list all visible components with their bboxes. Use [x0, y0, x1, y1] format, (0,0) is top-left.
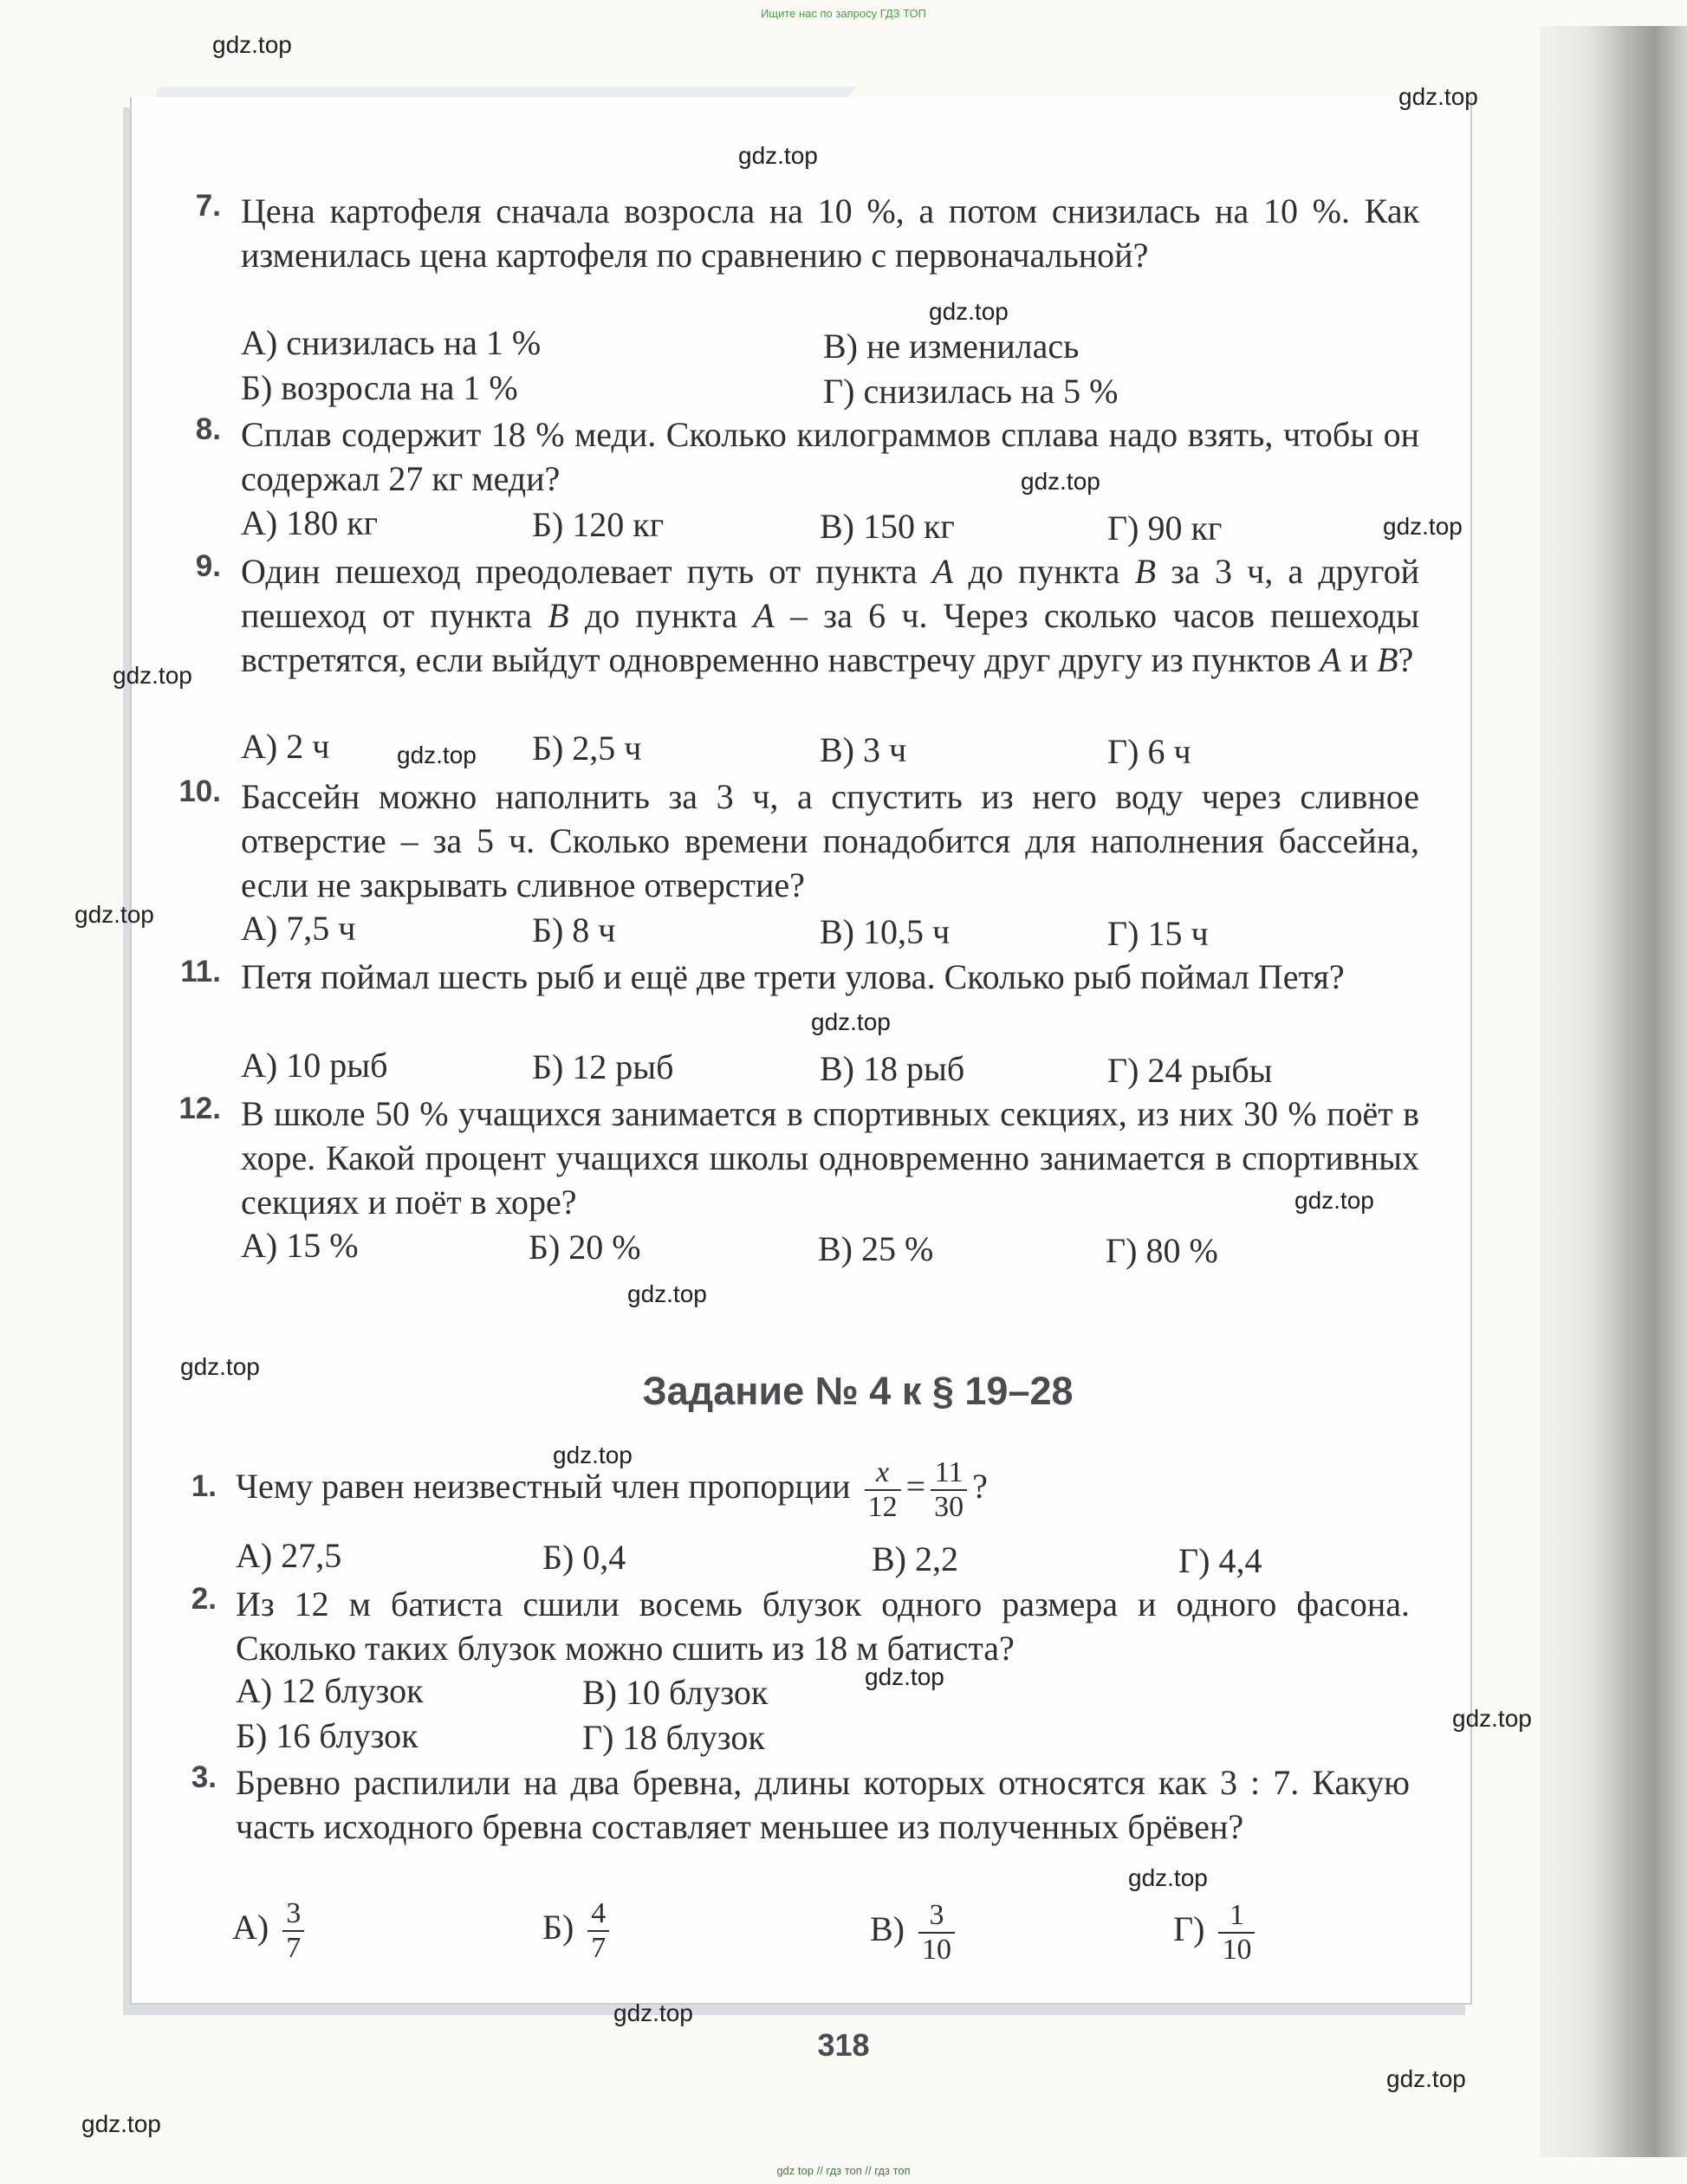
option: Б) 12 рыб — [532, 1047, 674, 1086]
top-banner: Ищите нас по запросу ГДЗ ТОП — [761, 7, 926, 20]
text-fragment: до пункта — [568, 596, 754, 635]
point-label: A — [753, 596, 775, 635]
text-fragment: и — [1340, 640, 1378, 679]
option — [870, 1899, 960, 1967]
option: Г) снизилась на 5 % — [823, 372, 1119, 411]
text-fragment: Один пешеход преодолевает путь от пункта — [241, 552, 932, 591]
problem-number: 3. — [191, 1760, 217, 1794]
watermark: gdz.top — [1386, 2065, 1466, 2092]
option: А) снизилась на 1 % — [241, 323, 542, 362]
bottom-banner: gdz top // гдз топ // гдз топ — [776, 2164, 911, 2177]
fraction-denominator: 7 — [591, 1932, 607, 1964]
problem-text: Сплав содержит 18 % меди. Сколько килограммов сплава надо взять, чтобы он содержал 27 кг меди? — [241, 415, 1419, 498]
option: Г) 18 блузок — [582, 1718, 765, 1757]
book-spine-shadow — [1540, 26, 1687, 2157]
fraction-numerator: 11 — [931, 1456, 967, 1491]
proportion-right-fraction — [931, 1456, 967, 1524]
text-fragment: ? — [1398, 640, 1414, 679]
fraction-denominator: 10 — [1222, 1934, 1252, 1966]
option — [1173, 1899, 1260, 1967]
option: Г) 4,4 — [1178, 1541, 1262, 1580]
watermark: gdz.top — [180, 1353, 260, 1380]
question-mark: ? — [972, 1467, 988, 1506]
option: В) не изменилась — [823, 327, 1080, 366]
equals-sign: = — [905, 1467, 926, 1506]
watermark: gdz.top — [811, 1008, 891, 1035]
watermark: gdz.top — [1128, 1864, 1208, 1891]
option: В) 18 рыб — [820, 1049, 965, 1088]
watermark: gdz.top — [1021, 468, 1100, 495]
fraction-denominator: 30 — [934, 1490, 964, 1523]
option: Б) возросла на 1 % — [241, 368, 518, 407]
fraction-numerator: 1 — [1218, 1899, 1255, 1934]
watermark: gdz.top — [113, 662, 192, 689]
option: Б) 16 блузок — [236, 1716, 419, 1755]
option: Б) 20 % — [529, 1228, 641, 1267]
option: А) 12 блузок — [236, 1671, 424, 1710]
text-fragment: за 3 ч, а другой пешеход от пункта — [241, 552, 1419, 635]
fraction-numerator: 4 — [587, 1897, 609, 1932]
option: В) 25 % — [818, 1229, 934, 1268]
option: В) 2,2 — [872, 1539, 958, 1578]
watermark: gdz.top — [738, 142, 818, 169]
watermark: gdz.top — [627, 1280, 707, 1307]
problem-number: 12. — [178, 1092, 221, 1125]
watermark: gdz.top — [1383, 513, 1463, 540]
option: А) 180 кг — [241, 503, 379, 542]
option-fraction — [282, 1897, 304, 1965]
option: Г) 80 % — [1106, 1231, 1218, 1270]
option: А) 7,5 ч — [241, 909, 356, 948]
fraction-numerator: x — [865, 1456, 901, 1491]
section-heading: Задание № 4 к § 19–28 — [642, 1369, 1074, 1413]
watermark: gdz.top — [1398, 83, 1478, 110]
option — [232, 1897, 309, 1965]
point-label: A — [931, 552, 954, 591]
watermark: gdz.top — [75, 901, 154, 928]
option: В) 150 кг — [820, 507, 955, 546]
fraction-denominator: 7 — [286, 1932, 302, 1964]
fraction-numerator: 3 — [282, 1897, 304, 1932]
watermark: gdz.top — [1452, 1705, 1532, 1732]
option: Г) 15 ч — [1107, 914, 1209, 953]
problem-number: 7. — [195, 189, 221, 223]
problem-number: 2. — [191, 1582, 217, 1616]
option-fraction — [918, 1899, 955, 1967]
option-label: А) — [232, 1908, 269, 1947]
point-label: B — [1134, 552, 1157, 591]
option: В) 10,5 ч — [820, 912, 951, 951]
option: Г) 6 ч — [1107, 732, 1191, 771]
watermark: gdz.top — [929, 298, 1009, 325]
point-label: B — [548, 596, 569, 635]
watermark: gdz.top — [397, 742, 477, 768]
watermark: gdz.top — [1294, 1187, 1374, 1214]
watermark: gdz.top — [865, 1663, 944, 1690]
option: Б) 2,5 ч — [532, 729, 642, 768]
problem-text: Петя поймал шесть рыб и ещё две трети улова. Сколько рыб поймал Петя? — [241, 957, 1345, 996]
problem-text-lead: Чему равен неизвестный член пропорции — [236, 1467, 851, 1506]
option: В) 10 блузок — [582, 1673, 769, 1712]
point-label: A — [1320, 640, 1341, 679]
option: А) 27,5 — [236, 1536, 342, 1575]
problem-text: В школе 50 % учащихся занимается в спортивных секциях, из них 30 % поёт в хоре. Какой процент учащихся школы одновременно занимается в спортивных секциях и поёт в хоре? — [241, 1094, 1419, 1222]
option: Б) 120 кг — [532, 505, 665, 544]
problem-text: Бревно распилили на два бревна, длины которых относятся как 3 : 7. Какую часть исходного бревна составляет меньшее из полученных брёвен? — [236, 1763, 1410, 1846]
watermark: gdz.top — [553, 1442, 633, 1468]
problem-number: 9. — [195, 549, 221, 583]
option — [542, 1897, 614, 1965]
page-number: 318 — [817, 2027, 870, 2063]
text-fragment: – за 6 ч. Через сколько часов пешеходы встретятся, если выйдут одновременно навстречу друг другу из пунктов — [241, 596, 1420, 679]
watermark: gdz.top — [613, 1999, 693, 2026]
option-label: Б) — [542, 1908, 574, 1947]
option-label: В) — [870, 1909, 905, 1949]
problem-number: 8. — [195, 412, 221, 446]
option: Г) 24 рыбы — [1107, 1051, 1273, 1090]
fraction-numerator: 3 — [918, 1899, 955, 1934]
watermark: gdz.top — [212, 31, 292, 58]
option: Б) 0,4 — [542, 1538, 626, 1577]
problem-text: Бассейн можно наполнить за 3 ч, а спустить из него воду через сливное отверстие – за 5 ч. Сколько времени понадобится для наполнения бассейна, если не закрывать сливное отверстие? — [241, 777, 1419, 904]
fraction-denominator: 12 — [867, 1490, 898, 1523]
option: Б) 8 ч — [532, 911, 616, 949]
option-fraction — [1218, 1899, 1255, 1967]
problem-text: Цена картофеля сначала возросла на 10 %, а потом снизилась на 10 %. Как изменилась цена картофеля по сравнению с первоначальной? — [241, 191, 1419, 275]
option: А) 2 ч — [241, 727, 330, 766]
problem-text — [236, 1452, 1449, 1524]
watermark: gdz.top — [81, 2110, 161, 2137]
problem-number: 1. — [191, 1469, 217, 1503]
option-fraction — [587, 1897, 609, 1965]
problem-number: 11. — [180, 955, 221, 988]
point-label: B — [1377, 640, 1398, 679]
proportion-left-fraction — [865, 1456, 901, 1524]
text-fragment: до пункта — [953, 552, 1135, 591]
option: В) 3 ч — [820, 730, 907, 769]
problem-number: 10. — [178, 774, 221, 808]
option: А) 10 рыб — [241, 1046, 388, 1085]
problem-text — [241, 549, 1419, 682]
option: А) 15 % — [241, 1226, 359, 1265]
fraction-denominator: 10 — [922, 1934, 951, 1966]
option-label: Г) — [1173, 1909, 1205, 1949]
option: Г) 90 кг — [1107, 509, 1223, 548]
problem-text: Из 12 м батиста сшили восемь блузок одного размера и одного фасона. Сколько таких блузок можно сшить из 18 м батиста? — [236, 1585, 1410, 1668]
